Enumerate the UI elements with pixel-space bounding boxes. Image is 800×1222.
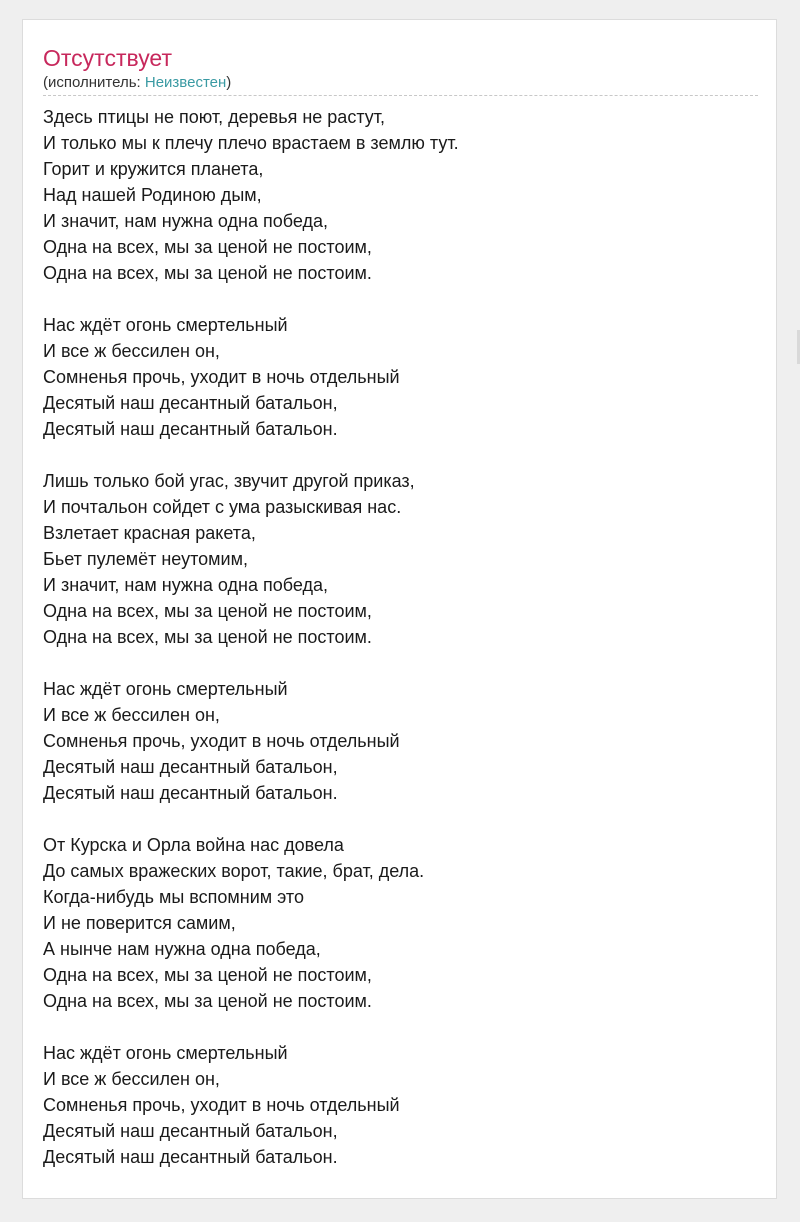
lyric-line: И значит, нам нужна одна победа, <box>43 211 328 231</box>
artist-line <box>43 73 231 93</box>
lyric-line: А нынче нам нужна одна победа, <box>43 939 321 959</box>
lyric-line: Одна на всех, мы за ценой не постоим. <box>43 627 372 647</box>
song-title: Отсутствует <box>43 45 172 71</box>
lyric-line: Десятый наш десантный батальон, <box>43 757 338 777</box>
lyric-line: И все ж бессилен он, <box>43 341 220 361</box>
lyric-line: Когда-нибудь мы вспомним это <box>43 887 304 907</box>
lyric-line: Нас ждёт огонь смертельный <box>43 1043 288 1063</box>
artist-prefix: (исполнитель: <box>43 74 145 91</box>
lyric-line: Здесь птицы не поют, деревья не растут, <box>43 107 386 127</box>
lyric-line: Одна на всех, мы за ценой не постоим. <box>43 991 372 1011</box>
lyric-line: От Курска и Орла война нас довела <box>43 835 344 855</box>
lyric-line: Взлетает красная ракета, <box>43 523 256 543</box>
lyric-line: Сомненья прочь, уходит в ночь отдельный <box>43 367 400 387</box>
lyric-line: Одна на всех, мы за ценой не постоим, <box>43 237 372 257</box>
lyric-line: И все ж бессилен он, <box>43 705 220 725</box>
lyric-line: И значит, нам нужна одна победа, <box>43 575 328 595</box>
lyric-line: Нас ждёт огонь смертельный <box>43 315 288 335</box>
lyric-line: Десятый наш десантный батальон, <box>43 393 338 413</box>
lyric-line: Десятый наш десантный батальон. <box>43 1147 338 1167</box>
lyric-line: И только мы к плечу плечо врастаем в землю тут. <box>43 133 459 153</box>
lyric-line: Нас ждёт огонь смертельный <box>43 679 288 699</box>
lyrics-stanza <box>43 676 459 806</box>
lyric-line: Одна на всех, мы за ценой не постоим, <box>43 965 372 985</box>
lyric-line: Лишь только бой угас, звучит другой приказ, <box>43 471 415 491</box>
artist-link[interactable]: Неизвестен <box>144 74 227 91</box>
lyrics-stanza <box>43 312 459 442</box>
lyrics-stanza <box>43 832 459 1014</box>
lyric-line: Одна на всех, мы за ценой не постоим. <box>43 263 372 283</box>
lyric-line: Горит и кружится планета, <box>43 159 264 179</box>
lyrics-card <box>22 19 777 1199</box>
lyrics-stanza <box>43 104 459 286</box>
lyric-line: Одна на всех, мы за ценой не постоим, <box>43 601 372 621</box>
lyric-line: До самых вражеских ворот, такие, брат, дела. <box>43 861 425 881</box>
lyric-line: Бьет пулемёт неутомим, <box>43 549 248 569</box>
lyrics-stanza <box>43 1040 459 1170</box>
lyric-line: Над нашей Родиною дым, <box>43 185 262 205</box>
lyric-line: И не поверится самим, <box>43 913 236 933</box>
header-divider <box>43 95 758 96</box>
lyric-line: Сомненья прочь, уходит в ночь отдельный <box>43 731 400 751</box>
lyric-line: Десятый наш десантный батальон. <box>43 419 338 439</box>
lyric-line: И почтальон сойдет с ума разыскивая нас. <box>43 497 402 517</box>
lyrics-body <box>43 104 459 1196</box>
lyrics-stanza <box>43 468 459 650</box>
lyric-line: Десятый наш десантный батальон. <box>43 783 338 803</box>
lyric-line: И все ж бессилен он, <box>43 1069 220 1089</box>
lyric-line: Десятый наш десантный батальон, <box>43 1121 338 1141</box>
artist-suffix: ) <box>226 74 232 91</box>
lyric-line: Сомненья прочь, уходит в ночь отдельный <box>43 1095 400 1115</box>
